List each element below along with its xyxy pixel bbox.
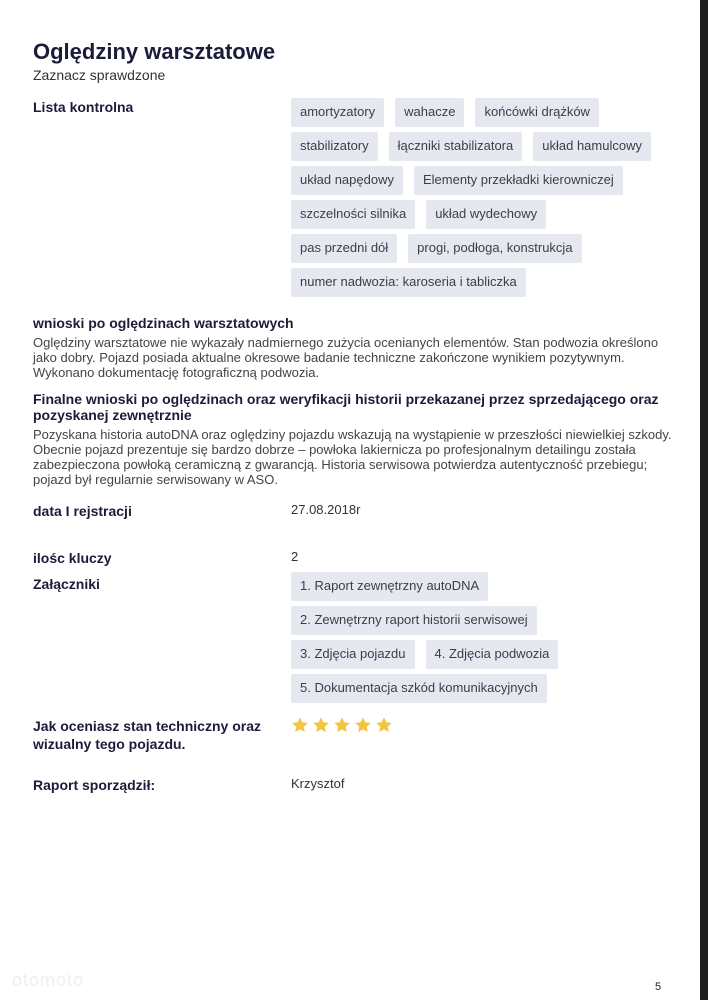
star-icon[interactable] bbox=[375, 716, 393, 734]
attachment-link[interactable]: 5. Dokumentacja szkód komunikacyjnych bbox=[291, 674, 547, 703]
author-row bbox=[33, 776, 673, 794]
checklist-item[interactable]: układ hamulcowy bbox=[533, 132, 651, 161]
keys-label: ilośc kluczy bbox=[33, 550, 112, 566]
rating-row bbox=[33, 717, 673, 753]
attachment-link[interactable]: 3. Zdjęcia pojazdu bbox=[291, 640, 415, 669]
checklist-item[interactable]: układ napędowy bbox=[291, 166, 403, 195]
page-number: 5 bbox=[655, 981, 662, 993]
star-icon[interactable] bbox=[312, 716, 330, 734]
rating-stars bbox=[291, 716, 393, 753]
registration-value: 27.08.2018r bbox=[291, 502, 361, 517]
registration-label: data I rejstracji bbox=[33, 503, 132, 519]
keys-value: 2 bbox=[291, 549, 299, 564]
checklist-item[interactable]: Elementy przekładki kierowniczej bbox=[414, 166, 623, 195]
attachment-link[interactable]: 1. Raport zewnętrzny autoDNA bbox=[291, 572, 488, 601]
checklist-item[interactable]: stabilizatory bbox=[291, 132, 378, 161]
star-icon[interactable] bbox=[291, 716, 309, 734]
final-text: Pozyskana historia autoDNA oraz oględziny pojazdu wskazują na wystąpienie w przeszłości niewielkiej szkody. Obecnie pojazd prezentuje się bardzo dobrze – powłoka lakiernicza po profesjonalnym detailingu została zabezpieczona powłoką ceramiczną z gwarancją. Historia serwisowa potwierdza autentyczność przebiegu; pojazd był regularnie serwisowany w ASO. bbox=[33, 427, 672, 487]
checklist-item[interactable]: progi, podłoga, konstrukcja bbox=[408, 234, 581, 263]
star-icon[interactable] bbox=[333, 716, 351, 734]
attachments-label: Załączniki bbox=[33, 576, 100, 592]
checklist-tags bbox=[291, 98, 663, 302]
attachment-link[interactable]: 2. Zewnętrzny raport historii serwisowej bbox=[291, 606, 537, 635]
conclusions-section bbox=[33, 315, 673, 380]
checklist-item[interactable]: numer nadwozia: karoseria i tabliczka bbox=[291, 268, 526, 297]
checklist-item[interactable]: wahacze bbox=[395, 98, 464, 127]
page-edge bbox=[700, 0, 708, 1000]
checklist-item[interactable]: szczelności silnika bbox=[291, 200, 415, 229]
checklist-label: Lista kontrolna bbox=[33, 99, 134, 115]
author-label: Raport sporządził: bbox=[33, 777, 156, 793]
checklist-item[interactable]: amortyzatory bbox=[291, 98, 384, 127]
conclusions-title: wnioski po oględzinach warsztatowych bbox=[33, 315, 294, 331]
checklist-item[interactable]: układ wydechowy bbox=[426, 200, 546, 229]
checklist-item[interactable]: końcówki drążków bbox=[475, 98, 599, 127]
page-title: Oględziny warsztatowe bbox=[33, 39, 276, 64]
checklist-item[interactable]: pas przedni dół bbox=[291, 234, 397, 263]
attachment-link[interactable]: 4. Zdjęcia podwozia bbox=[426, 640, 559, 669]
checklist-item[interactable]: łączniki stabilizatora bbox=[389, 132, 523, 161]
attachments-row bbox=[33, 575, 673, 708]
star-icon[interactable] bbox=[354, 716, 372, 734]
checklist-row bbox=[33, 98, 673, 302]
attachment-tags bbox=[291, 572, 663, 708]
author-value: Krzysztof bbox=[291, 776, 345, 791]
conclusions-text: Oględziny warsztatowe nie wykazały nadmiernego zużycia ocenianych elementów. Stan podwozia określono jako dobry. Pojazd posiada aktualne okresowe badanie techniczne zakończone wynikiem pozytywnym. Wykonano dokumentację fotograficzną podwozia. bbox=[33, 335, 659, 380]
page-subtitle: Zaznacz sprawdzone bbox=[33, 67, 166, 83]
final-title: Finalne wnioski po oględzinach oraz weryfikacji historii przekazanej przez sprzedającego oraz pozyskanej zewnętrznie bbox=[33, 391, 659, 423]
report-page bbox=[33, 38, 673, 794]
final-section bbox=[33, 391, 673, 487]
registration-row bbox=[33, 502, 673, 549]
rating-label: Jak oceniasz stan techniczny oraz wizualny tego pojazdu. bbox=[33, 718, 261, 752]
watermark: otomoto bbox=[12, 970, 85, 990]
